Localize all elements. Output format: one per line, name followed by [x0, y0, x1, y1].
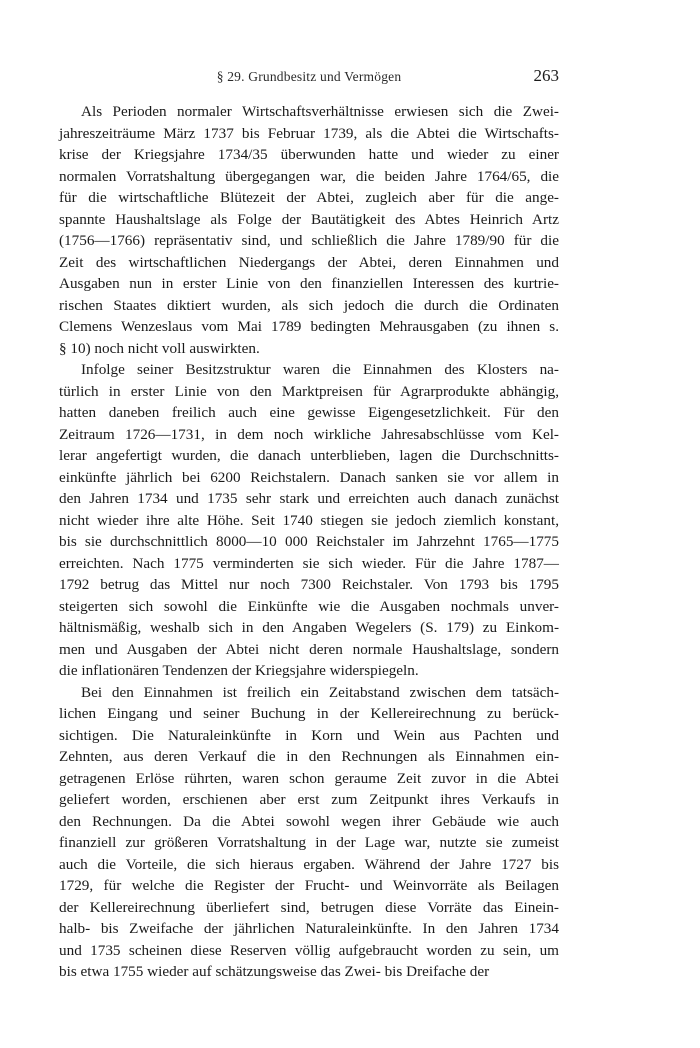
text-line: bis sie durchschnittlich 8000—10 000 Reichstaler im Jahrzehnt 1765—1775	[59, 533, 559, 550]
body-text	[59, 101, 559, 983]
text-line: sichtigen. Die Naturaleinkünfte in Korn und Wein aus Pachten und	[59, 726, 559, 744]
text-line: finanziell zur größeren Vorratshaltung in der Lage war, nutzte sie zumeist	[59, 834, 559, 851]
text-line: den Rechnungen. Da die Abtei sowohl wegen ihrer Gebäude wie auch	[59, 812, 559, 830]
text-line: einkünfte jährlich bei 6200 Reichstalern. Danach sanken sie vor allem in	[59, 468, 559, 486]
text-line: rischen Staates diktiert wurden, als sich jedoch die durch die Ordinaten	[59, 296, 559, 314]
text-line: hältnismäßig, weshalb sich in den Angaben Wegelers (S. 179) zu Einkom-	[59, 619, 559, 636]
paragraph	[59, 359, 559, 682]
text-line: die inflationären Tendenzen der Kriegsjahre widerspiegeln.	[59, 662, 419, 679]
text-line: lichen Eingang und seiner Buchung in der Kellereirechnung zu berück-	[59, 705, 559, 722]
text-line: Bei den Einnahmen ist freilich ein Zeitabstand zwischen dem tatsäch-	[81, 683, 559, 701]
text-line: bis etwa 1755 wieder auf schätzungsweise das Zwei- bis Dreifache der	[59, 963, 490, 980]
text-line: Ausgaben nun in erster Linie von den finanziellen Interessen des kurtrie-	[59, 275, 559, 292]
text-line: lerar angefertigt wurden, die danach unterblieben, lagen die Durchschnitts-	[59, 447, 559, 464]
text-line: normalen Vorratshaltung übergegangen war, die beiden Jahre 1764/65, die	[59, 167, 559, 185]
paragraph	[59, 682, 559, 983]
text-line: spannte Haushaltslage als Folge der Bautätigkeit des Abtes Heinrich Artz	[59, 210, 559, 228]
text-line: 1792 betrug das Mittel nur noch 7300 Reichstaler. Von 1793 bis 1795	[59, 576, 559, 593]
text-line: men und Ausgaben der Abtei nicht deren normale Haushaltslage, sondern	[59, 640, 559, 658]
text-line: Zeit des wirtschaftlichen Niedergangs der Abtei, deren Einnahmen und	[59, 253, 559, 271]
text-line: jahreszeiträume März 1737 bis Februar 1739, als die Abtei die Wirtschafts-	[59, 124, 559, 142]
text-line: erreichten. Nach 1775 verminderten sie sich wieder. Für die Jahre 1787—	[59, 554, 559, 572]
text-line: auch die Vorteile, die sich hieraus ergaben. Während der Jahre 1727 bis	[59, 855, 559, 873]
text-line: krise der Kriegsjahre 1734/35 überwunden hatte und wieder zu einer	[59, 146, 559, 163]
text-line: und 1735 scheinen diese Reserven völlig aufgebraucht worden zu sein, um	[59, 941, 559, 959]
text-line: 1729, für welche die Register der Frucht- und Weinvorräte als Beilagen	[59, 877, 559, 894]
text-line: § 10) noch nicht voll auswirkten.	[59, 339, 260, 357]
paragraph	[59, 101, 559, 359]
text-line: den Jahren 1734 und 1735 sehr stark und erreichten auch danach zunächst	[59, 490, 559, 507]
text-line: steigerten sich sowohl die Einkünfte wie die Ausgaben nochmals unver-	[59, 597, 559, 615]
text-line: getragenen Erlöse rührten, waren schon geraume Zeit zuvor in die Abtei	[59, 769, 559, 787]
text-line: Zeitraum 1726—1731, in dem noch wirkliche Jahresabschlüsse vom Kel-	[59, 425, 559, 443]
text-line: für die wirtschaftliche Blütezeit der Abtei, zugleich aber für die ange-	[59, 189, 559, 206]
text-line: Zehnten, aus deren Verkauf die in den Rechnungen als Einnahmen ein-	[59, 748, 559, 765]
text-line: geliefert worden, erschienen aber erst zum Zeitpunkt ihres Verkaufs in	[59, 791, 559, 808]
running-head	[59, 66, 559, 90]
text-line: hatten daneben freilich auch eine gewisse Eigengesetzlichkeit. Für den	[59, 404, 559, 421]
text-line: nicht wieder ihre alte Höhe. Seit 1740 stiegen sie jedoch ziemlich konstant,	[59, 511, 559, 529]
text-line: halb- bis Zweifache der jährlichen Naturaleinkünfte. In den Jahren 1734	[59, 920, 559, 937]
page-number: 263	[533, 66, 559, 85]
text-line: türlich in erster Linie von den Marktpreisen für Agrarprodukte abhängig,	[59, 382, 559, 400]
text-line: der Kellereirechnung überliefert sind, betrugen diese Vorräte das Einein-	[59, 898, 559, 916]
running-title: § 29. Grundbesitz und Vermögen	[216, 69, 402, 84]
text-line: Clemens Wenzeslaus vom Mai 1789 bedingten Mehrausgaben (zu ihnen s.	[59, 318, 559, 335]
text-line: Infolge seiner Besitzstruktur waren die Einnahmen des Klosters na-	[81, 361, 559, 378]
text-line: (1756—1766) repräsentativ sind, und schließlich die Jahre 1789/90 für die	[59, 232, 559, 249]
text-line: Als Perioden normaler Wirtschaftsverhältnisse erwiesen sich die Zwei-	[81, 103, 559, 120]
